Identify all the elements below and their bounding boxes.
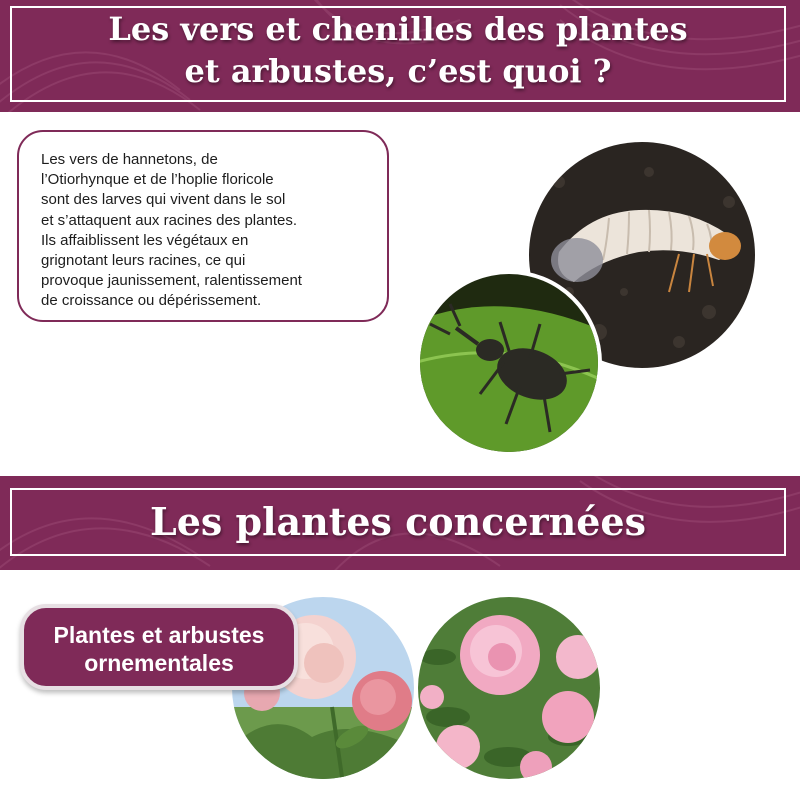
description-text [41,150,386,312]
description-line: provoque jaunissement, ralentissement [41,272,302,290]
description-line: Les vers de hannetons, de [41,151,218,168]
section-title [10,8,786,92]
plant-category-label [24,621,294,677]
category-line: Plantes et arbustes [53,622,265,648]
rose-photo [415,594,603,782]
description-line: l’Otiorhynque et de l’hoplie floricole [41,171,274,189]
plant-category-tag [20,604,298,690]
category-line: ornementales [84,650,234,676]
description-line: grignotant leurs racines, ce qui [41,252,246,270]
description-box [17,130,389,322]
weevil-photo [416,270,602,456]
section-title: Les plantes concernées [150,499,646,544]
header-banner [0,0,800,112]
plants-banner [0,476,800,570]
title-line-2: et arbustes, c’est quoi ? [184,52,612,90]
title-line-1: Les vers et chenilles des plantes [108,10,688,48]
description-line: sont des larves qui vivent dans le sol [41,191,286,209]
description-line: de croissance ou dépérissement. [41,292,262,310]
description-line: Ils affaiblissent les végétaux en [41,231,249,249]
description-line: et s’attaquent aux racines des plantes. [41,211,297,229]
